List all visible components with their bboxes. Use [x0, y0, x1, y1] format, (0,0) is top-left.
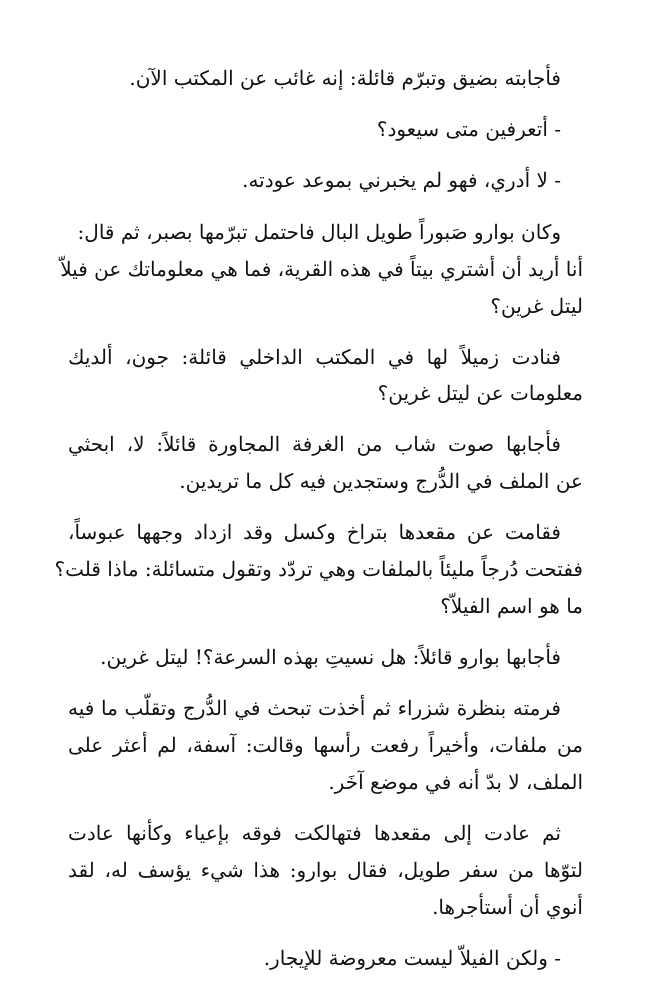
text-line: فنادت زميلاً لها في المكتب الداخلي قائلة: جون، ألديك	[68, 345, 561, 369]
text-line: فأجابها بوارو قائلاً: هل نسيتِ بهذه السرعة؟! ليتل غرين.	[100, 645, 561, 669]
text-line: ليتل غرين؟	[490, 294, 583, 318]
text-line: وكان بوارو صَبوراً طويل البال فاحتمل تبرّمها بصبر، ثم قال:	[77, 220, 561, 244]
text-line: ما هو اسم الفيلاّ؟	[440, 594, 583, 618]
text-line: لتوّها من سفر طويل، فقال بوارو: هذا شيء يؤسف له، لقد	[68, 858, 583, 882]
text-line: من ملفات، وأخيراً رفعت رأسها وقالت: آسفة، لم أعثر على	[68, 733, 583, 757]
text-line: - لا أدري، فهو لم يخبرني بموعد عودته.	[242, 168, 561, 192]
text-line: أنا أريد أن أشتري بيتاً في هذه القرية، فما هي معلوماتك عن فيلاّ	[60, 257, 583, 281]
text-line: عن الملف في الدُّرج وستجدين فيه كل ما تريدين.	[179, 469, 583, 493]
text-line: فأجابها صوت شاب من الغرفة المجاورة قائلاً: لا، ابحثي	[68, 432, 561, 456]
text-line: ثم عادت إلى مقعدها فتهالكت فوقه بإعياء وكأنها عادت	[68, 821, 561, 845]
text-line: معلومات عن ليتل غرين؟	[377, 381, 583, 405]
text-line: فأجابته بضيق وتبرّم قائلة: إنه غائب عن المكتب الآن.	[129, 66, 561, 90]
text-line: - ولكن الفيلاّ ليست معروضة للإيجار.	[263, 946, 561, 970]
text-line: ففتحت دُرجاً مليئاً بالملفات وهي تردّد وتقول متسائلة: ماذا قلت؟	[54, 557, 583, 581]
text-line: - أتعرفين متى سيعود؟	[376, 117, 561, 141]
text-line: فرمته بنظرة شزراء ثم أخذت تبحث في الدُّرج وتقلّب ما فيه	[68, 696, 561, 720]
text-line: فقامت عن مقعدها بتراخ وكسل وقد ازداد وجهها عبوساً،	[68, 520, 561, 544]
text-line: الملف، لا بدّ أنه في موضع آخَر.	[328, 770, 583, 794]
text-line: أنوي أن أستأجرها.	[432, 895, 583, 919]
